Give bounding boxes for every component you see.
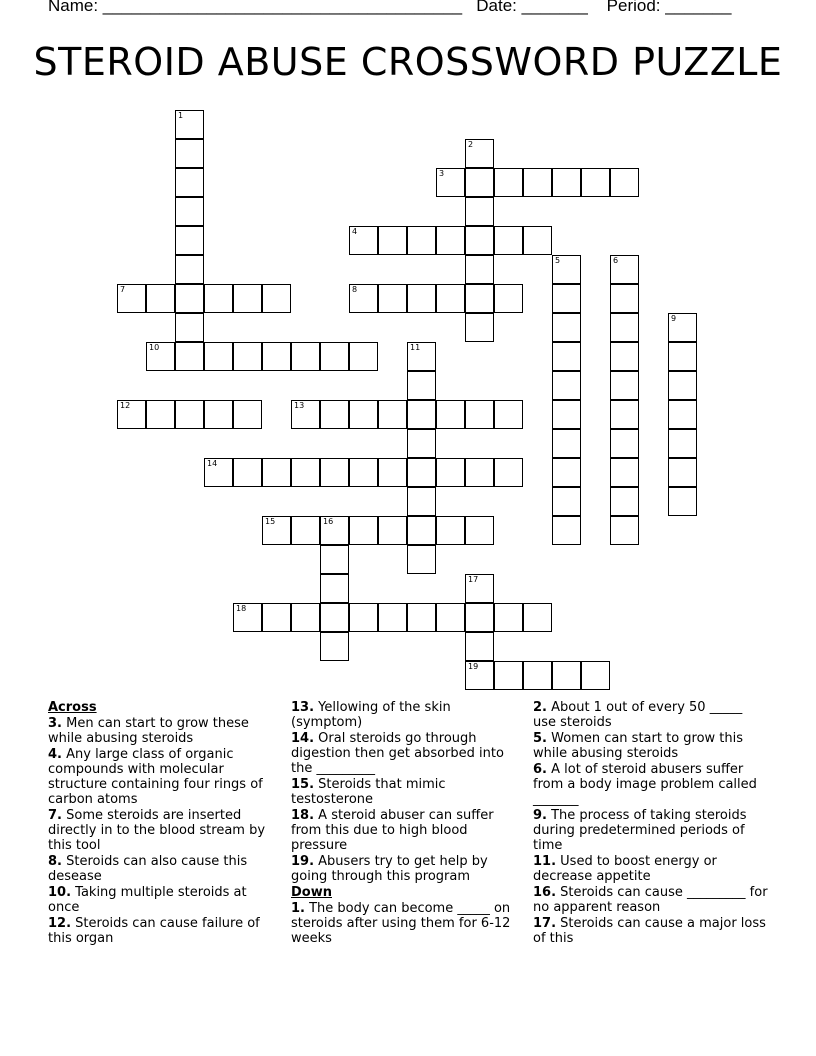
clue-text: Abusers try to get help by going through this program bbox=[291, 854, 488, 884]
clue-text: Men can start to grow these while abusing steroids bbox=[48, 716, 249, 746]
grid-cell[interactable] bbox=[233, 284, 262, 313]
clue-number: 16 bbox=[323, 517, 334, 526]
grid-cell[interactable] bbox=[610, 516, 639, 545]
grid-cell[interactable] bbox=[436, 400, 465, 429]
grid-cell[interactable] bbox=[291, 342, 320, 371]
clue-number: 12 bbox=[120, 401, 131, 410]
across-clue bbox=[291, 731, 519, 776]
grid-cell[interactable] bbox=[465, 516, 494, 545]
down-clue bbox=[291, 901, 519, 946]
clue-text: Steroids can cause a major loss of this bbox=[533, 916, 766, 946]
grid-cell[interactable] bbox=[320, 574, 349, 603]
clues-column-1 bbox=[48, 700, 280, 947]
clue-number: 17 bbox=[468, 575, 479, 584]
grid-cell[interactable] bbox=[668, 458, 697, 487]
grid-cell[interactable] bbox=[552, 661, 581, 690]
grid-cell[interactable] bbox=[175, 168, 204, 197]
clue-num: 4. bbox=[48, 747, 62, 762]
grid-cell[interactable] bbox=[436, 603, 465, 632]
grid-cell[interactable] bbox=[233, 342, 262, 371]
grid-cell[interactable] bbox=[610, 429, 639, 458]
down-clue bbox=[533, 885, 769, 915]
grid-cell[interactable] bbox=[291, 516, 320, 545]
grid-cell[interactable] bbox=[349, 284, 378, 313]
clue-number: 19 bbox=[468, 662, 479, 671]
grid-cell[interactable] bbox=[668, 342, 697, 371]
grid-cell[interactable] bbox=[175, 255, 204, 284]
grid-cell[interactable] bbox=[610, 255, 639, 284]
clues-column-2 bbox=[291, 700, 519, 947]
clue-text: Yellowing of the skin (symptom) bbox=[291, 700, 451, 730]
grid-cell[interactable] bbox=[175, 197, 204, 226]
grid-cell[interactable] bbox=[668, 313, 697, 342]
clue-text: Some steroids are inserted directly in to the blood stream by this tool bbox=[48, 808, 266, 853]
grid-cell[interactable] bbox=[407, 371, 436, 400]
grid-cell[interactable] bbox=[610, 458, 639, 487]
clue-text: Steroids can cause failure of this organ bbox=[48, 916, 260, 946]
grid-cell[interactable] bbox=[494, 458, 523, 487]
grid-cell[interactable] bbox=[320, 458, 349, 487]
grid-cell[interactable] bbox=[552, 284, 581, 313]
clue-number: 9 bbox=[671, 314, 677, 323]
clue-number: 6 bbox=[613, 256, 619, 265]
grid-cell[interactable] bbox=[175, 342, 204, 371]
clues-column-3 bbox=[533, 700, 769, 947]
grid-cell[interactable] bbox=[668, 487, 697, 516]
clue-text: A lot of steroid abusers suffer from a body image problem called _______ bbox=[533, 762, 757, 807]
clue-text: Steroids can also cause this desease bbox=[48, 854, 248, 884]
grid-cell[interactable] bbox=[465, 458, 494, 487]
grid-cell[interactable] bbox=[552, 487, 581, 516]
down-clue bbox=[533, 854, 769, 884]
across-clue bbox=[48, 808, 280, 853]
grid-cell[interactable] bbox=[349, 458, 378, 487]
grid-cell[interactable] bbox=[349, 516, 378, 545]
down-clue bbox=[533, 762, 769, 807]
grid-cell[interactable] bbox=[610, 342, 639, 371]
grid-cell[interactable] bbox=[378, 284, 407, 313]
down-clue bbox=[533, 916, 769, 946]
grid-cell[interactable] bbox=[204, 400, 233, 429]
clue-num: 16. bbox=[533, 885, 557, 900]
grid-cell[interactable] bbox=[262, 516, 291, 545]
grid-cell[interactable] bbox=[581, 661, 610, 690]
grid-cell[interactable] bbox=[146, 342, 175, 371]
grid-cell[interactable] bbox=[436, 168, 465, 197]
clue-num: 13. bbox=[291, 700, 315, 715]
grid-cell[interactable] bbox=[465, 226, 494, 255]
grid-cell[interactable] bbox=[204, 284, 233, 313]
grid-cell[interactable] bbox=[610, 371, 639, 400]
grid-cell[interactable] bbox=[262, 603, 291, 632]
clue-num: 10. bbox=[48, 885, 72, 900]
grid-cell[interactable] bbox=[552, 371, 581, 400]
down-clue bbox=[533, 700, 769, 730]
grid-cell[interactable] bbox=[262, 342, 291, 371]
clue-num: 1. bbox=[291, 901, 305, 916]
grid-cell[interactable] bbox=[320, 632, 349, 661]
grid-cell[interactable] bbox=[349, 603, 378, 632]
clue-num: 15. bbox=[291, 777, 315, 792]
grid-cell[interactable] bbox=[465, 197, 494, 226]
clue-number: 2 bbox=[468, 140, 474, 149]
grid-cell[interactable] bbox=[407, 284, 436, 313]
grid-cell[interactable] bbox=[320, 400, 349, 429]
grid-cell[interactable] bbox=[407, 545, 436, 574]
clue-num: 14. bbox=[291, 731, 315, 746]
grid-cell[interactable] bbox=[407, 429, 436, 458]
grid-cell[interactable] bbox=[291, 400, 320, 429]
clue-num: 18. bbox=[291, 808, 315, 823]
clue-number: 3 bbox=[439, 169, 445, 178]
grid-cell[interactable] bbox=[436, 458, 465, 487]
across-heading: Across bbox=[48, 700, 97, 715]
grid-cell[interactable] bbox=[552, 400, 581, 429]
grid-cell[interactable] bbox=[581, 168, 610, 197]
clue-num: 11. bbox=[533, 854, 557, 869]
grid-cell[interactable] bbox=[465, 661, 494, 690]
clue-number: 7 bbox=[120, 285, 126, 294]
clue-number: 5 bbox=[555, 256, 561, 265]
grid-cell[interactable] bbox=[407, 342, 436, 371]
grid-cell[interactable] bbox=[378, 226, 407, 255]
grid-cell[interactable] bbox=[494, 168, 523, 197]
grid-cell[interactable] bbox=[233, 400, 262, 429]
grid-cell[interactable] bbox=[117, 400, 146, 429]
across-clue bbox=[291, 808, 519, 853]
clue-num: 7. bbox=[48, 808, 62, 823]
grid-cell[interactable] bbox=[436, 516, 465, 545]
grid-cell[interactable] bbox=[233, 458, 262, 487]
across-clue bbox=[291, 854, 519, 884]
grid-cell[interactable] bbox=[494, 661, 523, 690]
grid-cell[interactable] bbox=[262, 458, 291, 487]
grid-cell[interactable] bbox=[523, 661, 552, 690]
grid-cell[interactable] bbox=[117, 284, 146, 313]
clue-number: 14 bbox=[207, 459, 218, 468]
grid-cell[interactable] bbox=[668, 371, 697, 400]
grid-cell[interactable] bbox=[233, 603, 262, 632]
clue-number: 13 bbox=[294, 401, 305, 410]
grid-cell[interactable] bbox=[320, 603, 349, 632]
grid-cell[interactable] bbox=[175, 226, 204, 255]
grid-cell[interactable] bbox=[465, 168, 494, 197]
across-clue bbox=[48, 885, 280, 915]
grid-cell[interactable] bbox=[494, 226, 523, 255]
grid-cell[interactable] bbox=[204, 342, 233, 371]
grid-cell[interactable] bbox=[320, 516, 349, 545]
clue-num: 12. bbox=[48, 916, 72, 931]
grid-cell[interactable] bbox=[349, 226, 378, 255]
grid-cell[interactable] bbox=[378, 458, 407, 487]
clue-text: Women can start to grow this while abusing steroids bbox=[533, 731, 744, 761]
grid-cell[interactable] bbox=[494, 284, 523, 313]
across-clue bbox=[48, 747, 280, 807]
grid-cell[interactable] bbox=[175, 400, 204, 429]
down-clue bbox=[533, 731, 769, 761]
clue-number: 18 bbox=[236, 604, 247, 613]
grid-cell[interactable] bbox=[523, 168, 552, 197]
grid-cell[interactable] bbox=[407, 487, 436, 516]
student-info-line: Name: ______________________________________ Date: _______ Period: _______ bbox=[48, 0, 732, 15]
grid-cell[interactable] bbox=[175, 110, 204, 139]
grid-cell[interactable] bbox=[175, 139, 204, 168]
grid-cell[interactable] bbox=[552, 516, 581, 545]
grid-cell[interactable] bbox=[552, 255, 581, 284]
grid-cell[interactable] bbox=[291, 458, 320, 487]
clue-num: 8. bbox=[48, 854, 62, 869]
clue-num: 5. bbox=[533, 731, 547, 746]
grid-cell[interactable] bbox=[552, 313, 581, 342]
clue-text: The body can become _____ on steroids after using them for 6-12 weeks bbox=[291, 901, 511, 946]
clue-number: 1 bbox=[178, 111, 184, 120]
grid-cell[interactable] bbox=[204, 458, 233, 487]
clue-text: Taking multiple steroids at once bbox=[48, 885, 247, 915]
across-clue bbox=[48, 854, 280, 884]
grid-cell[interactable] bbox=[378, 400, 407, 429]
clue-text: Oral steroids go through digestion then get absorbed into the _________ bbox=[291, 731, 504, 776]
clue-num: 3. bbox=[48, 716, 62, 731]
grid-cell[interactable] bbox=[146, 284, 175, 313]
across-clue bbox=[291, 777, 519, 807]
grid-cell[interactable] bbox=[320, 342, 349, 371]
grid-cell[interactable] bbox=[494, 400, 523, 429]
clue-text: A steroid abuser can suffer from this due to high blood pressure bbox=[291, 808, 494, 853]
down-heading: Down bbox=[291, 885, 332, 900]
grid-cell[interactable] bbox=[407, 603, 436, 632]
grid-cell[interactable] bbox=[465, 400, 494, 429]
grid-cell[interactable] bbox=[552, 342, 581, 371]
grid-cell[interactable] bbox=[407, 226, 436, 255]
grid-cell[interactable] bbox=[378, 516, 407, 545]
grid-cell[interactable] bbox=[610, 313, 639, 342]
grid-cell[interactable] bbox=[552, 458, 581, 487]
grid-cell[interactable] bbox=[349, 342, 378, 371]
clue-num: 17. bbox=[533, 916, 557, 931]
grid-cell[interactable] bbox=[668, 429, 697, 458]
grid-cell[interactable] bbox=[175, 313, 204, 342]
grid-cell[interactable] bbox=[465, 574, 494, 603]
clue-text: Steroids that mimic testosterone bbox=[291, 777, 446, 807]
grid-cell[interactable] bbox=[552, 168, 581, 197]
grid-cell[interactable] bbox=[465, 313, 494, 342]
across-clue bbox=[291, 700, 519, 730]
clue-text: The process of taking steroids during predetermined periods of time bbox=[533, 808, 747, 853]
clue-number: 4 bbox=[352, 227, 358, 236]
across-clue bbox=[48, 716, 280, 746]
grid-cell[interactable] bbox=[146, 400, 175, 429]
grid-cell[interactable] bbox=[320, 545, 349, 574]
grid-cell[interactable] bbox=[378, 603, 407, 632]
clue-num: 6. bbox=[533, 762, 547, 777]
clue-num: 9. bbox=[533, 808, 547, 823]
clue-text: About 1 out of every 50 _____ use steroids bbox=[533, 700, 743, 730]
grid-cell[interactable] bbox=[610, 284, 639, 313]
grid-cell[interactable] bbox=[436, 284, 465, 313]
clue-text: Steroids can cause _________ for no apparent reason bbox=[533, 885, 768, 915]
grid-cell[interactable] bbox=[262, 284, 291, 313]
grid-cell[interactable] bbox=[407, 516, 436, 545]
grid-cell[interactable] bbox=[465, 284, 494, 313]
grid-cell[interactable] bbox=[552, 429, 581, 458]
grid-cell[interactable] bbox=[523, 226, 552, 255]
grid-cell[interactable] bbox=[175, 284, 204, 313]
down-clue bbox=[533, 808, 769, 853]
clue-num: 2. bbox=[533, 700, 547, 715]
clue-number: 10 bbox=[149, 343, 160, 352]
clue-number: 11 bbox=[410, 343, 421, 352]
grid-cell[interactable] bbox=[523, 603, 552, 632]
grid-cell[interactable] bbox=[407, 400, 436, 429]
grid-cell[interactable] bbox=[494, 603, 523, 632]
grid-cell[interactable] bbox=[465, 603, 494, 632]
page-title: STEROID ABUSE CROSSWORD PUZZLE bbox=[33, 40, 783, 84]
clue-text: Any large class of organic compounds with molecular structure containing four rings of carbon atoms bbox=[48, 747, 263, 807]
grid-cell[interactable] bbox=[465, 632, 494, 661]
grid-cell[interactable] bbox=[465, 255, 494, 284]
grid-cell[interactable] bbox=[291, 603, 320, 632]
grid-cell[interactable] bbox=[610, 400, 639, 429]
clue-number: 8 bbox=[352, 285, 358, 294]
grid-cell[interactable] bbox=[407, 458, 436, 487]
grid-cell[interactable] bbox=[610, 168, 639, 197]
clue-number: 15 bbox=[265, 517, 276, 526]
grid-cell[interactable] bbox=[349, 400, 378, 429]
across-clue bbox=[48, 916, 280, 946]
grid-cell[interactable] bbox=[668, 400, 697, 429]
grid-cell[interactable] bbox=[436, 226, 465, 255]
clue-num: 19. bbox=[291, 854, 315, 869]
grid-cell[interactable] bbox=[610, 487, 639, 516]
clue-text: Used to boost energy or decrease appetite bbox=[533, 854, 717, 884]
grid-cell[interactable] bbox=[465, 139, 494, 168]
